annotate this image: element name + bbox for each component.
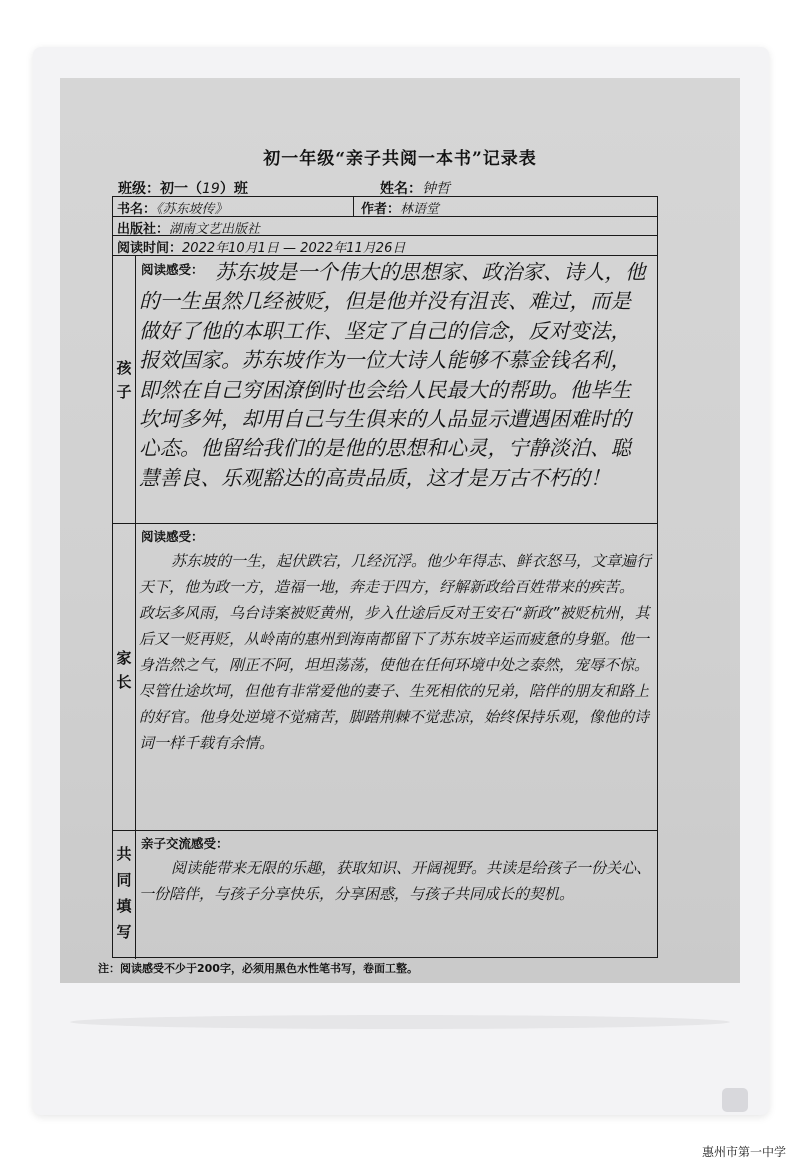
class-label: 班级：初一（ [118, 181, 202, 197]
book-divider [353, 197, 354, 216]
class-value: 19 [202, 181, 220, 197]
book-label: 书名： [117, 202, 157, 217]
form-footnote: 注：阅读感受不少于200字，必须用黑色水性笔书写，卷面工整。 [98, 962, 418, 975]
child-divider [135, 256, 136, 523]
time-label: 阅读时间： [117, 241, 183, 256]
publisher-label: 出版社： [117, 222, 170, 237]
name-label: 姓名： [380, 181, 422, 197]
class-field [118, 178, 248, 198]
parent-section [113, 524, 657, 831]
parent-feedback-text: 苏东坡的一生，起伏跌宕，几经沉浮。他少年得志、鲜衣怒马，文章遍行天下，他为政一方，造福一地，奔走于四方，纾解新政给百姓带来的疾苦。 政坛多风雨，乌台诗案被贬黄州，步入仕途后反对王安石“新政”被贬杭州，其后又一贬再贬，从岭南的惠州到海南都留下了苏东坡辛运而疲惫的身躯。他一身浩然之气，刚正不阿，坦坦荡荡，使他在任何环境中处之泰然，宠辱不惊。尽管仕途坎坷，但他有非常爱他的妻子、生死相依的兄弟，陪伴的朋友和路上的好官。他身处逆境不觉痛苦，脚踏荆棘不觉悲凉，始终保持乐观，像他的诗词一样千载有余情。 [139, 552, 652, 752]
record-form-photo [60, 78, 740, 983]
time-value: 2022年10月1日 — 2022年11月26日 [182, 241, 406, 256]
publisher-value: 湖南文艺出版社 [169, 222, 261, 237]
name-value: 钟哲 [422, 181, 450, 197]
publisher-row [113, 217, 657, 236]
class-suffix: ）班 [219, 181, 248, 197]
author-label: 作者： [361, 202, 401, 217]
joint-section [113, 831, 657, 959]
book-field [117, 198, 228, 217]
joint-heading: 亲子交流感受： [141, 836, 229, 851]
frame-shadow [70, 1015, 730, 1029]
publisher-field [117, 218, 260, 237]
parent-heading: 阅读感受： [141, 529, 204, 544]
author-field [361, 198, 439, 217]
child-label: 孩子 [116, 359, 132, 401]
child-heading: 阅读感受： [141, 262, 204, 277]
time-field [117, 237, 405, 256]
author-value: 林语堂 [400, 202, 440, 217]
joint-divider [135, 831, 136, 959]
time-row [113, 236, 657, 256]
parent-divider [135, 524, 136, 830]
form-title: 初一年级“亲子共阅一本书”记录表 [263, 149, 537, 169]
watermark-icon [722, 1088, 748, 1112]
source-credit: 惠州市第一中学 [701, 1145, 786, 1159]
book-value: 《苏东坡传》 [156, 202, 228, 217]
parent-label: 家长 [116, 649, 132, 691]
name-field [380, 178, 450, 198]
record-table [112, 196, 658, 958]
book-row [113, 197, 657, 217]
child-feedback-text: 苏东坡是一个伟大的思想家、政治家、诗人，他的一生虽然几经被贬，但是他并没有沮丧、难过，而是做好了他的本职工作、坚定了自己的信念，反对变法，报效国家。苏东坡作为一位大诗人能够不慕金钱名利，即然在自己穷困潦倒时也会给人民最大的帮助。他毕生坎坷多舛，却用自己与生俱来的人品显示遭遇困难时的心态。他留给我们的是他的思想和心灵，宁静淡泊、聪慧善良、乐观豁达的高贵品质，这才是万古不朽的！ [139, 260, 646, 490]
joint-feedback-text: 阅读能带来无限的乐趣，获取知识、开阔视野。共读是给孩子一份关心、一份陪伴，与孩子分享快乐，分享困惑，与孩子共同成长的契机。 [139, 859, 652, 903]
child-section [113, 256, 657, 524]
joint-label: 共同填写 [116, 845, 132, 941]
